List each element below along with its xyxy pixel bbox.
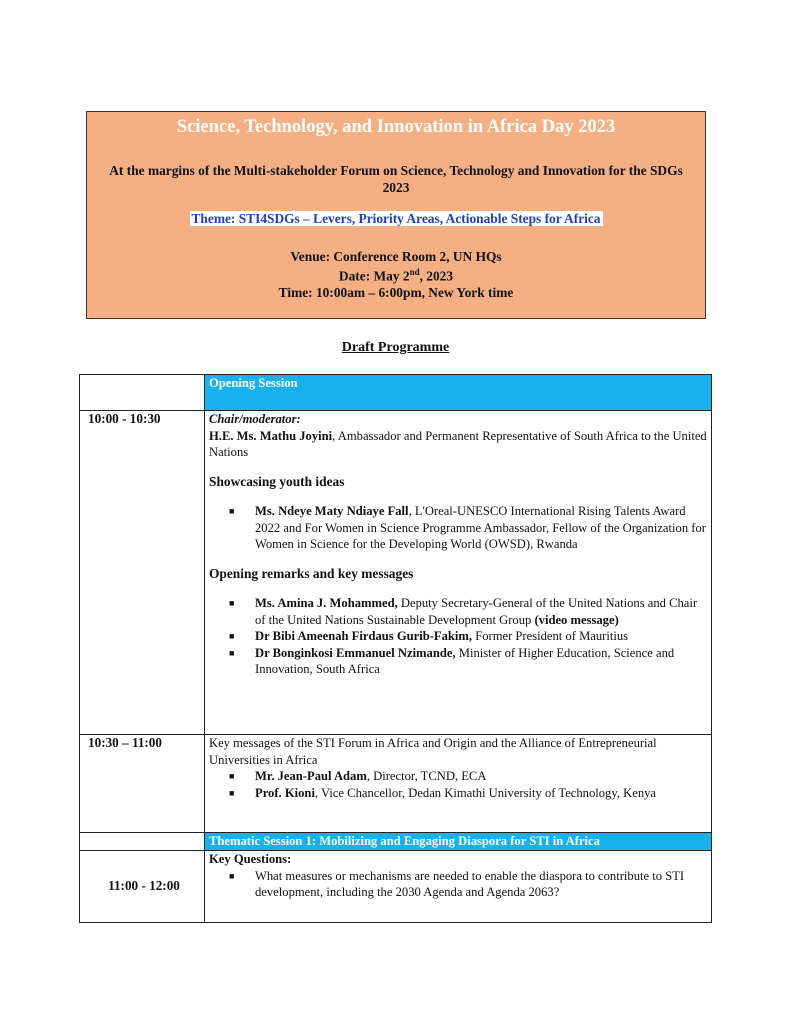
time-cell: 11:00 - 12:00: [80, 851, 205, 923]
speaker-desc: , Director, TCND, ECA: [366, 769, 487, 783]
list-item: [229, 868, 707, 901]
list-item: [229, 628, 707, 645]
speaker-name: Prof. Kioni: [255, 785, 315, 800]
youth-heading: Showcasing youth ideas: [209, 473, 345, 489]
time-cell: 10:30 – 11:00: [80, 735, 205, 833]
date-superscript: nd: [409, 267, 420, 277]
key-messages-speaker-list: [209, 768, 707, 801]
event-venue: Venue: Conference Room 2, UN HQs: [290, 249, 502, 264]
bullet-icon: ■: [229, 506, 235, 516]
remarks-heading: Opening remarks and key messages: [209, 565, 414, 581]
event-subtitle: At the margins of the Multi-stakeholder Forum on Science, Technology and Innovation for the SDGs 2023: [109, 163, 683, 195]
key-messages-intro: Key messages of the STI Forum in Africa and Origin and the Alliance of Entrepreneurial Universities in Africa: [209, 736, 657, 767]
speaker-name: Mr. Jean-Paul Adam: [255, 769, 367, 783]
speaker-desc: Former President of Mauritius: [472, 629, 629, 643]
list-item: [229, 645, 707, 678]
session-details: [205, 851, 712, 923]
remarks-speaker-list: [209, 595, 707, 678]
table-row-opening: [80, 411, 712, 735]
list-item: [229, 503, 707, 553]
speaker-desc: , Vice Chancellor, Dedan Kimathi University of Technology, Kenya: [314, 785, 657, 800]
speaker-desc: Deputy Secretary-General of the United Nations and Chair of the United Nations Sustainable Development Group: [255, 596, 698, 627]
session-details: [205, 411, 712, 735]
list-item: [229, 768, 707, 785]
event-time: Time: 10:00am – 6:00pm, New York time: [278, 285, 514, 300]
chair-label: Chair/moderator:: [209, 412, 301, 426]
thematic-session-band: Thematic Session 1: Mobilizing and Engaging Diaspora for STI in Africa: [205, 833, 712, 851]
bullet-icon: ■: [229, 787, 235, 798]
table-row-opening-band: [80, 375, 712, 411]
speaker-name: Ms. Ndeye Maty Ndiaye Fall: [255, 504, 409, 518]
event-date: [87, 267, 705, 284]
event-header-box: [86, 111, 706, 319]
event-title: Science, Technology, and Innovation in Africa Day 2023: [176, 117, 616, 137]
bullet-icon: ■: [229, 647, 235, 658]
speaker-desc: Minister of Higher Education, Science and Innovation, South Africa: [255, 645, 675, 676]
speaker-name: Dr Bibi Ameenah Firdaus Gurib-Fakim,: [255, 629, 473, 643]
questions-heading: Key Questions:: [209, 852, 292, 866]
youth-speaker-list: [209, 503, 707, 553]
speaker-extra: (video message): [534, 612, 619, 627]
time-cell-empty: [80, 375, 205, 411]
bullet-icon: ■: [229, 631, 235, 641]
programme-table: [79, 374, 712, 923]
speaker-desc: , L'Oreal-UNESCO International Rising Talents Award 2022 and For Women in Science Programme Ambassador, Fellow of the Organization for Women in Science for the Developing World (OWSD), Rwanda: [255, 504, 706, 551]
bullet-icon: ■: [229, 598, 235, 608]
session-details: [205, 735, 712, 833]
table-row-thematic: [80, 851, 712, 923]
speaker-name: Dr Bonginkosi Emmanuel Nzimande,: [255, 645, 456, 660]
time-cell-empty: [80, 833, 205, 851]
date-suffix: , 2023: [419, 268, 454, 284]
programme-heading: Draft Programme: [341, 340, 450, 355]
event-theme: [87, 211, 705, 227]
table-row-key-messages: [80, 735, 712, 833]
questions-list: [209, 868, 707, 901]
list-item: [229, 785, 707, 802]
chair-name: H.E. Ms. Mathu Joyini: [209, 428, 333, 443]
list-item: [229, 595, 707, 628]
bullet-icon: ■: [229, 771, 235, 781]
time-cell: 10:00 - 10:30: [80, 411, 205, 735]
chair-line: [209, 428, 707, 461]
question-text: What measures or mechanisms are needed to enable the diaspora to contribute to STI development, including the 2030 Agenda and Agenda 2063?: [255, 868, 685, 899]
chair-desc: , Ambassador and Permanent Representative of South Africa to the United Nations: [209, 428, 707, 459]
bullet-icon: ■: [229, 870, 235, 881]
speaker-name: Ms. Amina J. Mohammed,: [255, 596, 398, 610]
date-prefix: Date: May 2: [338, 268, 410, 284]
opening-session-band: Opening Session: [205, 375, 712, 411]
theme-text: Theme: STI4SDGs – Levers, Priority Areas, Actionable Steps for Africa: [191, 211, 601, 226]
table-row-thematic-band: [80, 833, 712, 851]
